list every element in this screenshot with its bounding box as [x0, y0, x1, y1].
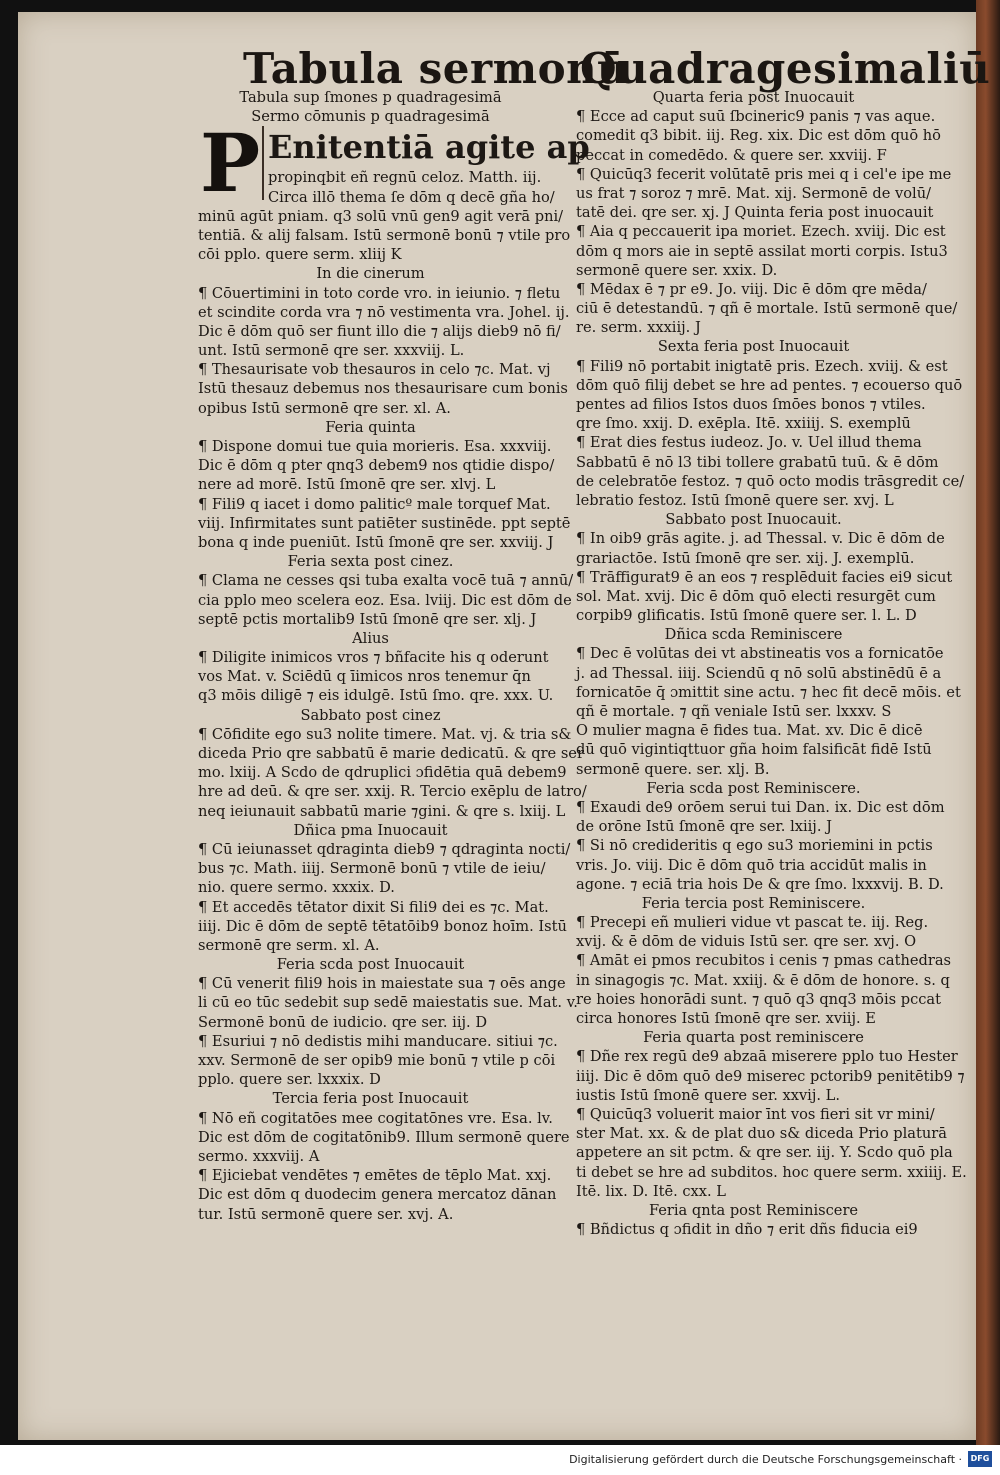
text-line: sermonē quere. ser. xlj. B. [576, 760, 770, 778]
text-line: circa honores Istū ſmonē qre ser. xviij. E [576, 1010, 876, 1027]
text-line: ¶ Cū venerit fili9 hois in maiestate sua ⁊ oēs ange [198, 975, 566, 993]
page-title-right: Quadragesimaliū [580, 44, 991, 93]
text-line: re hoies honorādi sunt. ⁊ quō q3 qnq3 mōis pccat [576, 990, 942, 1008]
decorated-initial: P [200, 126, 264, 200]
text-line: tentiā. & alij falsam. Istū sermonē bonū ⁊ vtile pro [198, 226, 571, 244]
text-line: Dic est dōm q duodecim genera mercatoz dānan [198, 1186, 557, 1204]
text-line: ¶ Aia q peccauerit ipa moriet. Ezech. xviij. Dic est [576, 223, 946, 241]
text-line: ¶ Et accedēs tētator dixit Si fili9 dei es ⁊c. Mat. [198, 898, 549, 916]
dfg-logo: DFG [968, 1451, 992, 1467]
text-line: ¶ Exaudi de9 orōem serui tui Dan. ix. Dic est dōm [576, 798, 945, 816]
text-line: re. serm. xxxiij. J [576, 319, 701, 337]
text-line: xvij. & ē dōm de viduis Istū ser. qre ser. xvj. O [576, 933, 917, 951]
text-line: ti debet se hre ad subditos. hoc quere serm. xxiiij. E. [576, 1163, 967, 1181]
text-line: sermo. xxxviij. A [198, 1147, 320, 1165]
text-line: comedit q3 bibit. iij. Reg. xix. Dic est dōm quō hō [576, 127, 941, 145]
text-line: viij. Infirmitates sunt patiēter sustinēde. ppt septē [198, 514, 571, 532]
text-line: Sermonē bonū de iudicio. qre ser. iij. D [198, 1013, 488, 1031]
text-line: ¶ Cōfidite ego su3 nolite timere. Mat. vj. & tria s& [198, 725, 572, 743]
text-line: in sinagogis ⁊c. Mat. xxiij. & ē dōm de honore. s. q [576, 971, 950, 989]
text-line: Itē. lix. D. Itē. cxx. L [576, 1182, 726, 1200]
text-line: iustis Istū ſmonē quere ser. xxvij. L. [576, 1086, 840, 1104]
text-line: sol. Mat. xvij. Dic ē dōm quō electi resurgēt cum [576, 587, 936, 605]
text-line: Sabbatū ē nō l3 tibi tollere grabatū tuū. & ē dōm [576, 453, 939, 471]
book-edge [976, 0, 1000, 1445]
text-line: ciū ē detestandū. ⁊ qñ ē mortale. Istū sermonē que/ [576, 300, 958, 318]
text-line: Circa illō thema ſe dōm q decē gña ho/ [268, 188, 555, 206]
text-line: propinqbit eñ regnū celoz. Matth. iij. [268, 169, 542, 187]
text-line: mo. lxiij. A Scdo de qdruplici ɔfidētia quā debem9 [198, 764, 567, 782]
text-line: qñ ē mortale. ⁊ qñ veniale Istū ser. lxxxv. S [576, 703, 892, 720]
text-line: peccat in comedēdo. & quere ser. xxviij. F [576, 146, 887, 164]
text-line: Dic ē dōm q pter qnq3 debem9 nos qtidie dispo/ [198, 457, 555, 475]
text-line: q3 mōis diligē ⁊ eis idulgē. Istū ſmo. qre. xxx. U. [198, 687, 554, 705]
text-line: Quarta feria post Inuocauit [652, 89, 855, 106]
text-line: de celebratōe festoz. ⁊ quō octo modis trāsgredit ce/ [576, 472, 965, 490]
text-line: Tercia feria post Inuocauit [272, 1090, 469, 1108]
text-line: ¶ Cōuertimini in toto corde vro. in ieiunio. ⁊ fletu [198, 284, 561, 302]
text-line: dōm quō filij debet se hre ad pentes. ⁊ ecouerso quō [576, 376, 963, 394]
text-line: nere ad morē. Istū ſmonē qre ser. xlvj. L [198, 476, 496, 494]
header-line: Sermo cōmunis p quadragesimā [251, 108, 490, 126]
text-line: Feria scda post Inuocauit [276, 956, 465, 974]
text-line: j. ad Thessal. iiij. Sciendū q nō solū abstinēdū ē a [576, 664, 942, 682]
text-line: diceda Prio qre sabbatū ē marie dedicatū. & qre ser [198, 745, 584, 762]
text-line: vris. Jo. viij. Dic ē dōm quō tria accidūt malis in [576, 856, 927, 874]
text-line: ¶ Diligite inimicos vros ⁊ bñfacite his q oderunt [198, 649, 549, 667]
text-line: Alius [352, 629, 389, 647]
text-line: dōm q mors aie in septē assilat morti corpis. Istu3 [576, 242, 948, 260]
text-line: ¶ Ejiciebat vendētes ⁊ emētes de tēplo Mat. xxj. [198, 1167, 552, 1185]
text-line: ¶ Esuriui ⁊ nō dedistis mihi manducare. sitiui ⁊c. [198, 1032, 558, 1050]
text-line: Sexta feria post Inuocauit [657, 338, 850, 356]
text-line: et scindite corda vra ⁊ nō vestimenta vra. Johel. ij. [198, 303, 570, 321]
text-line: opibus Istū sermonē qre ser. xl. A. [198, 399, 451, 417]
text-line: qre ſmo. xxij. D. exēpla. Itē. xxiiij. S. exemplū [576, 415, 911, 433]
text-line: ¶ Ecce ad caput suū ſbcineric9 panis ⁊ vas aque. [576, 108, 936, 126]
text-line: Dñica pma Inuocauit [293, 821, 448, 839]
text-line: agone. ⁊ eciā tria hois De & qre ſmo. lxxxvij. B. D. [576, 875, 944, 893]
text-line: bona q inde pueniūt. Istū ſmonē qre ser. xxviij. J [198, 533, 554, 551]
text-line: neq ieiunauit sabbatū marie ⁊gini. & qre s. lxiij. L [198, 802, 566, 820]
text-line: dū quō vigintiqttuor gña hoim falsificāt fidē Istū [576, 741, 932, 759]
text-line: iiij. Dic ē dōm de septē tētatōib9 bonoz hoīm. Istū [198, 917, 567, 935]
text-line: Feria tercia post Reminiscere. [641, 894, 866, 912]
text-line: fornicatōe q̄ ɔmittit sine actu. ⁊ hec fit decē mōis. et [576, 683, 961, 701]
text-line: ¶ Amāt ei pmos recubitos i cenis ⁊ pmas cathedras [576, 952, 952, 970]
text-line: us frat ⁊ soroz ⁊ mrē. Mat. xij. Sermonē de volū/ [576, 184, 932, 202]
text-line: ¶ Trāffigurat9 ē an eos ⁊ resplēduit facies ei9 sicut [576, 568, 953, 586]
text-line: Dic ē dōm quō ser fiunt illo die ⁊ alijs dieb9 nō fi/ [198, 322, 561, 340]
text-line: corpib9 glificatis. Istū ſmonē quere ser. l. L. D [576, 607, 917, 625]
text-line: vos Mat. v. Sciēdū q īimicos nros tenemur q̄n [198, 668, 531, 686]
footer [0, 1445, 1000, 1475]
text-line: tatē dei. qre ser. xj. J Quinta feria post inuocauit [576, 204, 934, 222]
text-line: In die cinerum [316, 265, 425, 283]
text-line: O mulier magna ē fides tua. Mat. xv. Dic ē dicē [576, 722, 923, 740]
text-line: ¶ Dec ē volūtas dei vt abstineatis vos a fornicatōe [576, 645, 944, 663]
text-line: ¶ In oib9 grās agite. j. ad Thessal. v. Dic ē dōm de [576, 530, 945, 548]
text-line: ¶ Fili9 nō portabit inigtatē pris. Ezech. xviij. & est [576, 357, 948, 375]
opening-line: Enitentiā agite ap [268, 128, 590, 167]
text-line: grariactōe. Istū ſmonē qre ser. xij. J. exemplū. [576, 549, 915, 567]
footer-text: Digitalisierung gefördert durch die Deutsche Forschungsgemeinschaft · [569, 1453, 962, 1466]
text-line: Dic est dōm de cogitatōnib9. Illum sermonē quere [198, 1128, 570, 1146]
text-line: Sabbato post Inuocauit. [665, 511, 842, 529]
text-line: de orōne Istū ſmonē qre ser. lxiij. J [576, 818, 832, 836]
text-line: ¶ Dispone domui tue quia morieris. Esa. xxxviij. [198, 438, 552, 455]
text-line: ¶ Precepi eñ mulieri vidue vt pascat te. iij. Reg. [576, 914, 929, 932]
text-line: ¶ Thesaurisate vob thesauros in celo ⁊c. Mat. vj [198, 361, 551, 379]
text-line: nio. quere sermo. xxxix. D. [198, 879, 395, 897]
text-line: hre ad deū. & qre ser. xxij. R. Tercio exēplu de latro/ [198, 783, 587, 801]
text-line: Sabbato post cinez [300, 706, 441, 724]
page-title-left: Tabula sermonū [243, 44, 629, 93]
text-line: Feria quinta [325, 418, 416, 436]
text-line: Dñica scda Reminiscere [664, 626, 843, 644]
text-line: ¶ Erat dies festus iudeoz. Jo. v. Uel illud thema [576, 434, 922, 452]
text-line: iiij. Dic ē dōm quō de9 miserec pctorib9 penitētib9 ⁊ [576, 1067, 965, 1085]
text-line: pplo. quere ser. lxxxix. D [198, 1071, 381, 1089]
text-line: tur. Istū sermonē quere ser. xvj. A. [198, 1205, 454, 1223]
text-line: ¶ Cū ieiunasset qdraginta dieb9 ⁊ qdraginta nocti/ [198, 840, 571, 858]
text-line: Feria qnta post Reminiscere [648, 1201, 859, 1219]
header-line: Tabula sup ſmones p quadragesimā [239, 89, 502, 106]
text-line: Feria quarta post reminiscere [643, 1029, 864, 1047]
text-line: Feria scda post Reminiscere. [646, 779, 861, 797]
text-line: cia pplo meo scelera eoz. Esa. lviij. Dic est dōm de [198, 591, 572, 609]
text-line: ¶ Si nō credideritis q ego su3 moriemini in pctis [576, 837, 933, 855]
text-line: septē pctis mortalib9 Istū ſmonē qre ser. xlj. J [198, 610, 537, 628]
text-line: li cū eo tūc sedebit sup sedē maiestatis sue. Mat. v. [198, 994, 578, 1012]
right-column [576, 88, 967, 1239]
text-line: Feria sexta post cinez. [287, 553, 454, 571]
text-line: ¶ Clama ne cesses qsi tuba exalta vocē tuā ⁊ annū/ [198, 572, 574, 590]
text-line: sermonē qre serm. xl. A. [198, 936, 380, 954]
text-line: ¶ Nō eñ cogitatōes mee cogitatōnes vre. Esa. lv. [198, 1109, 553, 1127]
text-line: ¶ Fili9 q iacet i domo paliticº male torquef Mat. [198, 495, 551, 513]
text-line: appetere an sit pctm. & qre ser. iij. Y. Scdo quō pla [576, 1144, 953, 1162]
text-line: lebratio festoz. Istū ſmonē quere ser. xvj. L [576, 491, 894, 509]
text-line: bus ⁊c. Math. iiij. Sermonē bonū ⁊ vtile de ieiu/ [198, 860, 546, 878]
text-line: sermonē quere ser. xxix. D. [576, 261, 778, 279]
text-line: ¶ Quicūq3 voluerit maior īnt vos fieri sit vr mini/ [576, 1105, 935, 1123]
text-line: pentes ad filios Istos duos ſmōes bonos ⁊ vtiles. [576, 396, 926, 413]
text-line: ¶ Mēdax ē ⁊ pr e9. Jo. viij. Dic ē dōm qre mēda/ [576, 280, 927, 298]
text-line: xxv. Sermonē de ser opib9 mie bonū ⁊ vtile p cōi [198, 1052, 556, 1069]
text-line: minū agūt pniam. q3 solū vnū gen9 agit verā pni/ [198, 207, 564, 225]
left-column [198, 88, 590, 1224]
text-line: cōi pplo. quere serm. xliij K [198, 246, 402, 264]
text-line: Istū thesauz debemus nos thesaurisare cum bonis [198, 380, 568, 398]
text-line: ¶ Quicūq3 fecerit volūtatē pris mei q i cel'e ipe me [576, 165, 952, 183]
text-line: ¶ Dñe rex regū de9 abzaā miserere pplo tuo Hester [576, 1048, 958, 1066]
text-line: ster Mat. xx. & de plat duo s& diceda Prio platurā [576, 1125, 947, 1143]
text-line: unt. Istū sermonē qre ser. xxxviij. L. [198, 342, 465, 360]
text-line: ¶ Bñdictus q ɔfidit in dño ⁊ erit dñs fiducia ei9 [576, 1221, 918, 1239]
